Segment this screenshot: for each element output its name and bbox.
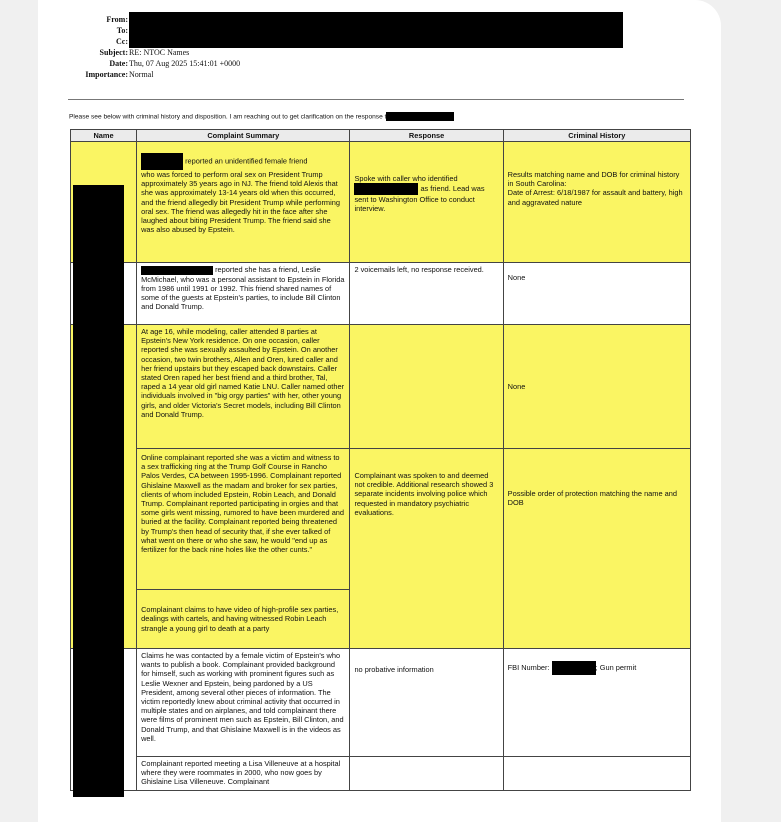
history-text: None xyxy=(507,273,526,282)
summary-text: who was forced to perform oral sex on President Trump approximately 35 years ago in NJ. The friend told Alexis that she was approximately 13-14 years old when this occurred, and the friend allegedly bit President Trump while performing oral sex. The friend was allegedly hit in the face after she laughed about biting President Trump. The friend said she was also abused by Epstein. xyxy=(141,170,340,235)
table-row xyxy=(71,263,691,325)
email-header-values xyxy=(129,47,240,80)
history-cell xyxy=(503,757,690,791)
history-cell xyxy=(503,263,690,325)
table-row xyxy=(71,142,691,263)
response-text: Complainant was spoken to and deemed not credible. Additional research showed 3 separate incidents involving police which requested in mandatory psychiatric evaluations. xyxy=(354,471,494,517)
importance-value: Normal xyxy=(129,70,154,79)
intro-text: Please see below with criminal history and disposition. I am reaching out to get clarification on the response t xyxy=(69,112,454,121)
response-cell xyxy=(350,757,503,791)
summary-cell xyxy=(137,649,350,757)
intro-redaction xyxy=(386,112,454,121)
date-value: Thu, 07 Aug 2025 15:41:01 +0000 xyxy=(129,59,241,68)
history-cell xyxy=(503,449,690,649)
complaints-table xyxy=(70,129,691,791)
cc-label: Cc: xyxy=(116,37,128,46)
summary-text: At age 16, while modeling, caller attended 8 parties at Epstein's New York residence. On one occasion, caller reported she was sexually assaulted by Epstein. On another occasion, two twin brothers, Allen and Oren, lured caller and her friend upstairs but they escaped back downstairs. Caller stated Oren raped her best friend and a third brother, Tal, raped a 14 year old girl named Katie LNU. Caller named other individuals involved in "big orgy parties" with her, other young girls, and older Victoria's Secret models, including Bill Clinton and Donald Trump. xyxy=(141,327,345,419)
response-text: no probative information xyxy=(354,665,434,674)
email-header-labels xyxy=(60,14,128,80)
table-row xyxy=(71,649,691,757)
summary-cell xyxy=(137,449,350,590)
col-header-history: Criminal History xyxy=(503,130,690,142)
subject-value: RE: NTOC Names xyxy=(129,48,190,57)
summary-text: Claims he was contacted by a female victim of Epstein's who wants to publish a book. Complainant provided background for himself, such as working with prominent figures such as Leslie Wexner and Epstein, being pardoned by a US President, among several other pieces of information. The victim reportedly knew about criminal activity that occurred in multiple states and on airplanes, and told complainant there were films of prominent men such as Epstein, Bill Clinton, and Donald Trump, and that Ghislaine Maxwell is in the videos as well. xyxy=(141,651,344,743)
response-cell xyxy=(350,325,503,449)
history-cell xyxy=(503,649,690,757)
name-redaction xyxy=(141,266,213,275)
col-header-response: Response xyxy=(350,130,503,142)
col-header-summary: Complaint Summary xyxy=(137,130,350,142)
table-row xyxy=(71,449,691,590)
name-redaction xyxy=(141,153,183,170)
header-redaction xyxy=(129,12,623,48)
history-text: None xyxy=(507,381,526,391)
response-text: 2 voicemails left, no response received. xyxy=(354,265,484,274)
summary-text: Complainant reported meeting a Lisa Villeneuve at a hospital where they were roommates in 2000, who now goes by Ghislaine Lisa Villeneuve. Complainant xyxy=(141,759,341,787)
table-row xyxy=(71,757,691,791)
response-redaction xyxy=(354,183,418,195)
response-cell xyxy=(350,142,503,263)
summary-cell xyxy=(137,590,350,649)
response-cell xyxy=(350,649,503,757)
response-text-b: as friend. Lead was sent to Washington Office to conduct interview. xyxy=(354,184,485,214)
gun-permit-text: ; Gun permit xyxy=(595,662,637,672)
table-row xyxy=(71,325,691,449)
response-text-a: Spoke with caller who identified xyxy=(354,174,458,183)
history-cell xyxy=(503,325,690,449)
summary-text: Complainant claims to have video of high-profile sex parties, dealings with cartels, and having witnessed Robin Leach strangle a young girl to death at a party xyxy=(141,605,339,633)
fbi-number-label: FBI Number: xyxy=(507,662,550,672)
response-cell xyxy=(350,449,503,649)
date-label: Date: xyxy=(109,59,128,68)
header-divider xyxy=(68,99,684,100)
table-header-row xyxy=(71,130,691,142)
response-cell xyxy=(350,263,503,325)
history-cell xyxy=(503,142,690,263)
summary-cell: reported an unidentified female friend who was forced to perform oral sex on President Trump approximately 35 years ago in NJ. The friend told Alexis that she was approximately 13-14 years old when this occurred, and the friend allegedly bit President Trump while performing oral sex. The friend was allegedly hit in the face after she laughed about biting President Trump. The friend said she was also abused by Epstein. xyxy=(137,142,350,263)
name-column-redaction xyxy=(73,185,124,797)
to-label: To: xyxy=(116,26,128,35)
history-text: Results matching name and DOB for criminal history in South Carolina: Date of Arrest: 6/18/1987 for assault and battery, high and aggravated nature xyxy=(507,170,683,207)
summary-cell xyxy=(137,757,350,791)
col-header-name: Name xyxy=(71,130,137,142)
fbi-number-redaction xyxy=(552,661,596,675)
summary-cell xyxy=(137,325,350,449)
history-text: Possible order of protection matching the name and DOB xyxy=(507,489,677,508)
summary-text: Online complainant reported she was a victim and witness to a sex trafficking ring at the Trump Golf Course in Rancho Palos Verdes, CA between 1995-1996. Complainant reported Ghislaine Maxwell as the madam and broker for sex parties, clients of whom included Epstein, Robin Leach, and Donald Trump. Complainant reported participating in orgies and that some girls went missing, rumored to have been murdered and buried at the facility. Complainant reported being threatened by Trump's then head of security that, if she ever talked of what went on there or who she saw, he would "end up as fertilizer for the back nine holes like the other cunts." xyxy=(141,453,345,555)
summary-cell: reported she has a friend, Leslie McMichael, who was a personal assistant to Epstein in Florida from 1986 until 1991 or 1992. This friend shared names of some of the guests at Epstein's parties, to include Bill Clinton and Donald Trump. xyxy=(137,263,350,325)
summary-text: McMichael, who was a personal assistant to Epstein in Florida from 1986 until 1991 or 1992. This friend shared names of some of the guests at Epstein's parties, to include Bill Clinton and Donald Trump. xyxy=(141,274,345,312)
importance-label: Importance: xyxy=(85,70,128,79)
subject-label: Subject: xyxy=(99,48,128,57)
from-label: From: xyxy=(106,15,128,24)
